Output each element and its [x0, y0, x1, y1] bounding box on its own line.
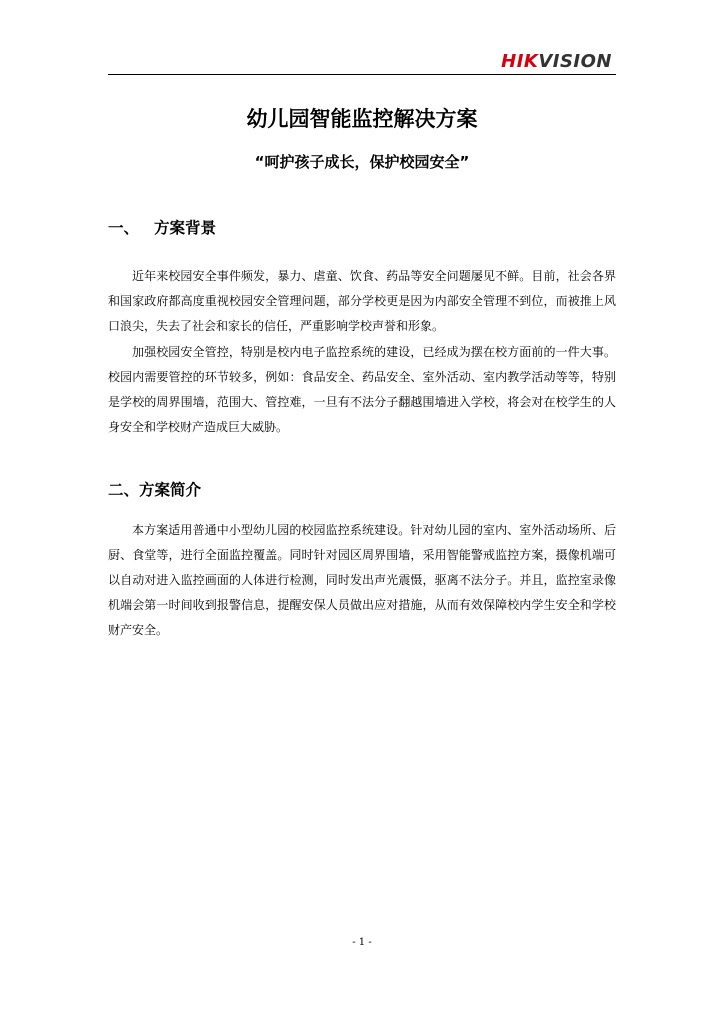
- logo-hik-text: HIK: [501, 51, 539, 72]
- section-number: 一、: [108, 219, 140, 237]
- document-title: 幼儿园智能监控解决方案: [246, 107, 478, 131]
- section-title: 方案背景: [154, 219, 217, 237]
- paragraph-background-1: 近年来校园安全事件频发，暴力、虐童、饮食、药品等安全问题屡见不鲜。目前，社会各界和国家政府都高度重视校园安全管理问题，部分学校更是因为内部安全管理不到位，而被推上风口浪尖，失去了社会和家长的信任，严重影响学校声誉和形象。: [108, 269, 616, 333]
- document-subtitle: “呵护孩子成长，保护校园安全”: [254, 153, 470, 171]
- section-heading-background: [108, 216, 216, 240]
- hikvision-logo: [501, 52, 612, 72]
- section-title: 方案简介: [139, 481, 202, 499]
- section-heading-overview: [108, 478, 201, 502]
- paragraph-background-2: 加强校园安全管控，特别是校内电子监控系统的建设，已经成为摆在校方面前的一件大事。校园内需要管控的环节较多，例如：食品安全、药品安全、室外活动、室内教学活动等等，特别是学校的周界围墙，范围大、管控难，一旦有不法分子翻越围墙进入学校，将会对在校学生的人身安全和学校财产造成巨大威胁。: [108, 345, 616, 434]
- header-divider: [108, 74, 616, 75]
- page-number: - 1 -: [352, 937, 372, 948]
- logo-vision-text: VISION: [538, 51, 612, 72]
- paragraph-overview-1: 本方案适用普通中小型幼儿园的校园监控系统建设。针对幼儿园的室内、室外活动场所、后厨、食堂等，进行全面监控覆盖。同时针对园区周界围墙，采用智能警戒监控方案，摄像机端可以自动对进入监控画面的人体进行检测，同时发出声光震慑，驱离不法分子。并且，监控室录像机端会第一时间收到报警信息，提醒安保人员做出应对措施，从而有效保障校内学生安全和学校财产安全。: [108, 523, 616, 637]
- section-number: 二、: [108, 481, 140, 499]
